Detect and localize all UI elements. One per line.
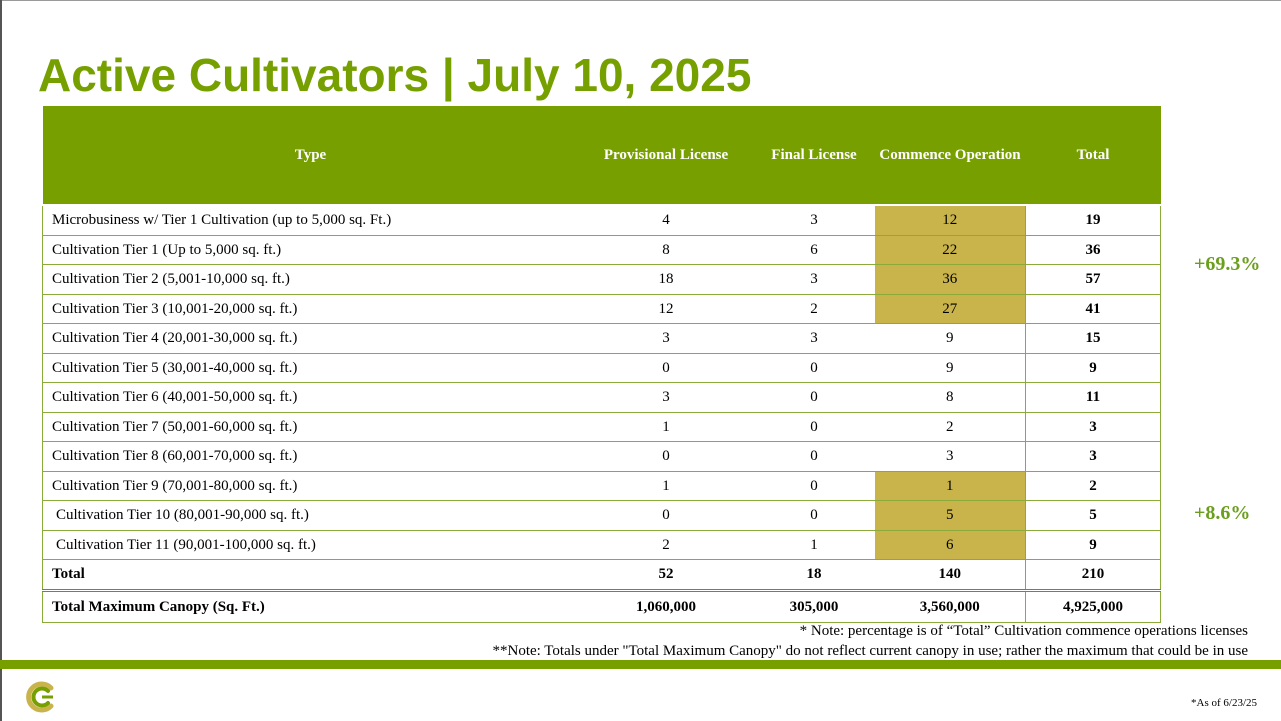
row-type: Cultivation Tier 1 (Up to 5,000 sq. ft.)	[43, 235, 579, 265]
total-row	[43, 560, 1161, 591]
row-commence: 8	[875, 383, 1026, 413]
table-row	[43, 383, 1161, 413]
row-final: 0	[754, 353, 875, 383]
row-commence: 9	[875, 324, 1026, 354]
row-type: Cultivation Tier 8 (60,001-70,000 sq. ft.)	[43, 442, 579, 472]
row-final: 2	[754, 294, 875, 324]
canopy-note: **Note: Totals under "Total Maximum Canopy" do not reflect current canopy in use; rather the maximum that could be in use	[492, 643, 1248, 659]
table-row	[43, 412, 1161, 442]
row-total: 9	[1026, 530, 1161, 560]
canopy-row	[43, 590, 1161, 622]
row-provisional: 12	[579, 294, 754, 324]
row-provisional: 3	[579, 383, 754, 413]
row-type: Cultivation Tier 6 (40,001-50,000 sq. ft.)	[43, 383, 579, 413]
table-row	[43, 205, 1161, 235]
row-final: 3	[754, 205, 875, 235]
row-type: Cultivation Tier 11 (90,001-100,000 sq. ft.)	[43, 530, 579, 560]
row-commence: 12	[875, 205, 1026, 235]
row-total: 9	[1026, 353, 1161, 383]
row-total: 5	[1026, 501, 1161, 531]
row-final: 0	[754, 412, 875, 442]
row-total: 2	[1026, 471, 1161, 501]
row-final: 6	[754, 235, 875, 265]
row-total: 57	[1026, 265, 1161, 295]
row-type: Cultivation Tier 3 (10,001-20,000 sq. ft.)	[43, 294, 579, 324]
percentage-tiers-9-11: +8.6%	[1194, 502, 1251, 524]
as-of-date: *As of 6/23/25	[1191, 697, 1257, 709]
header-commence-operation: Commence Operation	[875, 106, 1026, 205]
row-commence: 9	[875, 353, 1026, 383]
table-row	[43, 353, 1161, 383]
table-header-row	[43, 106, 1161, 205]
slide-top-border	[0, 0, 1281, 1]
row-commence: 2	[875, 412, 1026, 442]
row-total: 19	[1026, 205, 1161, 235]
total-row-label: Total	[43, 560, 579, 591]
row-provisional: 1	[579, 412, 754, 442]
row-provisional: 2	[579, 530, 754, 560]
canopy-row-total: 4,925,000	[1026, 590, 1161, 622]
row-final: 3	[754, 265, 875, 295]
row-final: 0	[754, 471, 875, 501]
row-type: Cultivation Tier 5 (30,001-40,000 sq. ft.)	[43, 353, 579, 383]
row-type: Cultivation Tier 4 (20,001-30,000 sq. ft.)	[43, 324, 579, 354]
row-provisional: 0	[579, 442, 754, 472]
row-total: 3	[1026, 442, 1161, 472]
table-row	[43, 235, 1161, 265]
table-row	[43, 294, 1161, 324]
canopy-row-provisional: 1,060,000	[579, 590, 754, 622]
row-commence: 6	[875, 530, 1026, 560]
table-row	[43, 501, 1161, 531]
table-row	[43, 471, 1161, 501]
table-row	[43, 442, 1161, 472]
row-final: 0	[754, 442, 875, 472]
total-row-provisional: 52	[579, 560, 754, 591]
row-final: 1	[754, 530, 875, 560]
row-commence: 27	[875, 294, 1026, 324]
total-row-total: 210	[1026, 560, 1161, 591]
row-commence: 36	[875, 265, 1026, 295]
row-commence: 1	[875, 471, 1026, 501]
row-total: 36	[1026, 235, 1161, 265]
row-final: 0	[754, 383, 875, 413]
canopy-row-label: Total Maximum Canopy (Sq. Ft.)	[43, 590, 579, 622]
row-provisional: 8	[579, 235, 754, 265]
row-provisional: 4	[579, 205, 754, 235]
canopy-row-commence: 3,560,000	[875, 590, 1026, 622]
row-provisional: 3	[579, 324, 754, 354]
canopy-row-final: 305,000	[754, 590, 875, 622]
table-row	[43, 324, 1161, 354]
cultivators-table	[42, 106, 1161, 623]
row-total: 41	[1026, 294, 1161, 324]
row-type: Microbusiness w/ Tier 1 Cultivation (up to 5,000 sq. Ft.)	[43, 205, 579, 235]
row-provisional: 1	[579, 471, 754, 501]
row-total: 3	[1026, 412, 1161, 442]
row-type: Cultivation Tier 10 (80,001-90,000 sq. ft.)	[43, 501, 579, 531]
percentage-note: * Note: percentage is of “Total” Cultivation commence operations licenses	[799, 623, 1248, 639]
row-type: Cultivation Tier 2 (5,001-10,000 sq. ft.)	[43, 265, 579, 295]
row-provisional: 0	[579, 501, 754, 531]
row-type: Cultivation Tier 7 (50,001-60,000 sq. ft.)	[43, 412, 579, 442]
row-total: 11	[1026, 383, 1161, 413]
page-title: Active Cultivators | July 10, 2025	[38, 49, 752, 101]
footer-bar	[0, 660, 1281, 669]
header-provisional-license: Provisional License	[579, 106, 754, 205]
table-row	[43, 530, 1161, 560]
percentage-tiers-1-3: +69.3%	[1194, 253, 1261, 275]
row-commence: 22	[875, 235, 1026, 265]
total-row-final: 18	[754, 560, 875, 591]
table-row	[43, 265, 1161, 295]
row-provisional: 0	[579, 353, 754, 383]
header-final-license: Final License	[754, 106, 875, 205]
row-commence: 5	[875, 501, 1026, 531]
header-type: Type	[43, 106, 579, 205]
row-final: 0	[754, 501, 875, 531]
total-row-commence: 140	[875, 560, 1026, 591]
slide-left-border	[0, 0, 2, 721]
row-total: 15	[1026, 324, 1161, 354]
row-type: Cultivation Tier 9 (70,001-80,000 sq. ft.)	[43, 471, 579, 501]
row-provisional: 18	[579, 265, 754, 295]
row-commence: 3	[875, 442, 1026, 472]
cannabis-control-logo-icon	[24, 680, 58, 714]
header-total: Total	[1026, 106, 1161, 205]
row-final: 3	[754, 324, 875, 354]
